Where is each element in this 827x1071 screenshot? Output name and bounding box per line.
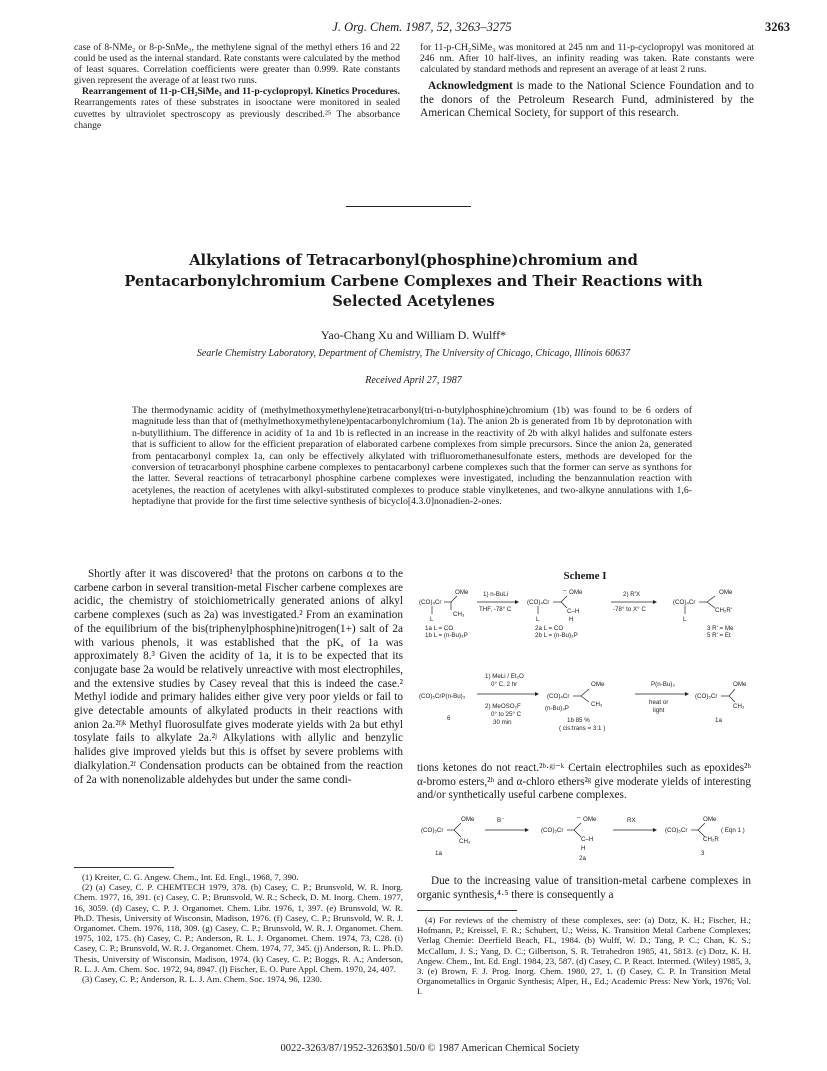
scheme-step1-cond: THF, -78° C: [479, 606, 512, 613]
eq1-b-num: 2a: [579, 855, 586, 862]
footnotes-left: [74, 872, 403, 984]
scheme-row2-product-ome: OMe: [591, 681, 605, 688]
scheme-step1-label: 1) n-BuLi: [483, 591, 509, 598]
copyright-footer: 0022-3263/87/1952-3263$01.50/0 © 1987 American Chemical Society: [280, 1043, 580, 1054]
equation-1: [417, 810, 753, 866]
scheme-reactant-ch3: CH₃: [453, 611, 465, 618]
scheme-anion-ome: OMe: [569, 589, 583, 596]
scheme-row2-final-ome: OMe: [733, 681, 747, 688]
scheme-row2-cond3: 2) MeOSO₂F: [485, 703, 521, 710]
top-right-column: [420, 42, 754, 121]
label-3: 3 R' = Me: [707, 625, 734, 632]
received-date: Received April 27, 1987: [365, 375, 462, 386]
scheme-step2-label: 2) R'X: [623, 591, 640, 598]
eq1-a-ome: OMe: [461, 816, 475, 823]
scheme-anion-h: H: [569, 616, 574, 623]
scheme-reactant-l: L: [430, 616, 434, 623]
scheme-product-r: CH₂R': [715, 607, 732, 614]
eq1-a: (CO)₅Cr: [421, 827, 444, 834]
footnote-rule-left: [74, 867, 174, 868]
eq1-b-ome: OMe: [583, 816, 597, 823]
scheme-anion-minus: –: [563, 587, 567, 594]
scheme-row2-step-c1: heat or: [649, 699, 669, 706]
footnote-1: (1) Kreiter, C. G. Angew. Chem., Int. Ed. Engl., 1968, 7, 390.: [82, 872, 299, 882]
eq1-b-minus: –: [577, 814, 581, 821]
label-1b: 1b L = (n-Bu)₃P: [425, 632, 468, 639]
eq1-a-num: 1a: [435, 850, 442, 857]
footnote-rule-right: [417, 910, 517, 911]
scheme-row2-ratio: ( cis:trans = 3:1 ): [559, 725, 606, 732]
eq1-c-r: CH₂R: [703, 836, 719, 843]
acknowledgment-text: is made to the National Science Foundation and to the donors of the Petroleum Research Fund, administered by the American Chemical Society, for support of this research.: [420, 80, 754, 120]
intro-paragraph: Shortly after it was discovered¹ that the protons on carbons α to the carbene carbon in several transition-metal Fischer carbene complexes are acidic, the chemistry of stoichiometrically generated anions of alkyl carbene complexes (such as 2a) was investigated.² From an examination of the equilibrium of the bis(triphenylphosphine)nitrogen(1+) salt of 2a with various phenols, it was established that the pKₐ of 1a was approximately 8.³ Given the acidity of 1a, it is to be expected that its conjugate base 2a would be relatively unreactive with most electrophiles, and the extensive studies by Casey reveal that this is indeed the case.² Methyl iodide and primary halides either give very poor yields or fail to give detectable amounts of alkylated products in their reactions with anion 2a.²ᶠʲᵏ Methyl fluorosulfate gives moderate yields with 2a but ethyl tosylate fails to alkylate 2a.²ʲ Alkylations with allylic and benzylic halides give improved yields but this is offset by severe problems with dialkylation.²ᶠ Condensation products can be obtained from the reaction of 2a with nonenolizable aldehydes but under the same condi-: [74, 568, 403, 786]
scheme-anion: (CO)₄Cr: [527, 599, 550, 606]
scheme-title: Scheme I: [563, 570, 607, 582]
label-2b: 2b L = (n-Bu)₃P: [535, 632, 578, 639]
eq1-c: (CO)₅Cr: [665, 827, 688, 834]
top-left-column: [74, 42, 400, 131]
eq1-b: (CO)₅Cr: [541, 827, 564, 834]
scheme-row2-product-p: (n-Bu)₃P: [545, 705, 569, 712]
scheme-row2-cond2: 0° C, 2 hr: [491, 681, 518, 688]
scheme-row2-product-ch3: CH₃: [591, 701, 603, 708]
abstract: The thermodynamic acidity of (methylmethoxymethylene)tetracarbonyl(tri-n-butylphosphine)chromium (1b) was found to be 6 orders of magnitude less than that of (methylmethoxymethylene)pentacarbonylchromium (1a). The anion 2b is generated from 1b by deprotonation with n-butyllithium. The difference in acidity of 1a and 1b is reflected in an increase in the reactivity of 2b with alkyl halides and sulfonate esters that is sufficient to allow for the efficient preparation of elaborated carbene complexes from simple precursors. Since the anion 2a, generated from pentacarbonyl complex 1a, can only be effectively alkylated with trifluoromethanesulfonate esters, methods are developed for the conversion of tetracarbonyl phosphine carbene complexes to pentacarbonyl carbene complexes such that the former can serve as synthons for the latter. Several reactions of tetracarbonyl phosphine carbene complexes were investigated, including the benzannulation reaction with acetylenes, the reaction of acetylenes with alkyl-substituted complexes to produce stable vinylketenes, and two-alkyne annulations with 1,6-heptadiyne that provide for the first time selective synthesis of bicyclo[4.3.0]nonadien-2-ones.: [132, 405, 692, 508]
scheme-product-l: L: [683, 616, 687, 623]
eq1-b-ch: C–H: [581, 836, 594, 843]
article-divider: [346, 206, 471, 207]
scheme-row2-final: (CO)₅Cr: [695, 693, 718, 700]
scheme-product-ome: OMe: [719, 589, 733, 596]
eq1-c-num: 3: [701, 850, 705, 857]
footnote-4: (4) For reviews of the chemistry of these complexes, see: (a) Dotz, K. H.; Fischer, H.; Hofmann, P.; Kreissel, F. R.; Schubert, U.; Weiss, K. Transition Metal Carbene Complexes; Verlag Chemie: Deerfield Beach, FL, 1984. (b) Wulff, W. D.; Tang, P. C.; Chan, K. S.; McCallum, J. S.; Yang, D. C.; Gilbertson, S. R. Tetrahedron 1985, 41, 5813. (c) Dotz, K. H. Angew. Chem., Int. Ed. Engl. 1984, 23, 587. (d) Casey, C. P. React. Intermed. (Wiley) 1985, 3, 3. (e) Brown, F. J. Prog. Inorg. Chem. 1980, 27, 1. (f) Casey, C. P. In Transition Metal Organometallics in Organic Synthesis; Alper, H., Ed.; Academic Press: New York, 1976; Vol. I.: [417, 915, 751, 997]
scheme-row2-cond4: 0° to 25° C: [491, 711, 522, 718]
eq1-number: ( Eqn 1 ): [721, 827, 745, 834]
authors: Yao-Chang Xu and William D. Wulff*: [320, 328, 507, 342]
eq1-c-ome: OMe: [703, 816, 717, 823]
scheme-anion-l: L: [536, 616, 540, 623]
scheme-reactant-ome: OMe: [455, 589, 469, 596]
eq1-arrow1-label: B⁻: [497, 817, 505, 824]
scheme-row2-reactant: (CO)₅CrP(n-Bu)₃: [419, 693, 466, 700]
scheme-diagram: [417, 584, 753, 674]
label-2a: 2a L = CO: [535, 625, 564, 632]
section-heading: Rearrangement of 11-p-CH₂SiMe₃ and 11-p-cyclopropyl. Kinetics Procedures.: [82, 86, 400, 98]
scheme-row2-final-ch3: CH₃: [733, 703, 745, 710]
page-number: 3263: [765, 20, 790, 34]
scheme-product: (CO)₄Cr: [673, 599, 696, 606]
acknowledgment-heading: Acknowledgment: [428, 80, 513, 93]
top-right-paragraph: for 11-p-CH₂SiMe₃ was monitored at 245 nm and 11-p-cyclopropyl was monitored at 246 nm. After 10 half-lives, an infinity reading was taken. Rate constants were calculated by standard methods and represent an average of at least 2 runs.: [420, 42, 754, 76]
scheme-row2-yield: 1b 85 %: [567, 717, 590, 724]
eq1-a-ch3: CH₃: [459, 838, 471, 845]
scheme-row2-cond5: 30 min: [493, 719, 512, 726]
scheme-row2-diagram: [417, 672, 753, 752]
body-right-paragraph-2: Due to the increasing value of transition-metal carbene complexes in organic synthesis,⁴·⁵ there is consequently a: [417, 875, 751, 901]
top-left-paragraph-2: Rearrangements rates of these substrates in isooctane were monitored in sealed cuvettes by ultraviolet spectroscopy as previously described.²⁵ The absorbance change: [74, 97, 400, 131]
scheme-row2-product: (CO)₄Cr: [547, 693, 570, 700]
footnotes-right: [417, 915, 751, 997]
footnote-2: (2) (a) Casey, C. P. CHEMTECH 1979, 378. (b) Casey, C. P.; Brunsvold, W. R. Inorg. Chem. 1977, 16, 391. (c) Casey, C. P.; Brunsvold, W. R.; Scheck, D. M. Inorg. Chem. 1977, 16, 3059. (d) Casey, C. P. J. Organomet. Chem. Libr. 1976, 1, 397. (e) Brunsvold, W. R. Ph.D. Thesis, University of Wisconsin, Madison, 1976. (f) Casey, C. P.; Brunsvold, W. R. J. Organomet. Chem. 1976, 118, 309. (g) Casey, C. P.; Brunsvold, W. R. J. Organomet. Chem. 1975, 102, 175. (h) Casey, C. P.; Anderson, R. L. J. Organomet. Chem. 1974, 73, C28. (i) Casey, C. P.; Brunsvold, W. R. J. Organomet. Chem. 1974, 77, 345. (j) Anderson, R. L. Ph.D. Thesis, University of Wisconsin, Madison, 1974. (k) Casey, C. P.; Boggs, R. A.; Anderson, R. L. J. Am. Chem. Soc. 1972, 94, 8947. (l) Fischer, E. O. Pure Appl. Chem. 1970, 24, 407.: [74, 882, 403, 974]
article-title: Alkylations of Tetracarbonyl(phosphine)chromium and Pentacarbonylchromium Carbene Complexes and Their Reactions with Selected Acetylenes: [124, 252, 703, 310]
eq1-arrow2-label: RX: [627, 817, 636, 824]
affiliation: Searle Chemistry Laboratory, Department of Chemistry, The University of Chicago, Chicago, Illinois 60637: [196, 348, 631, 359]
top-left-paragraph: case of 8-NMe₂ or 8-p-SnMe₃, the methylene signal of the methyl ethers 16 and 22 could be used as the internal standard. Rate constants were calculated by the method of least squares. Correlation coefficients were greater than 0.999. Rate constants given represent the average of at least two runs.: [74, 42, 400, 87]
scheme-anion-ch: C–H: [567, 608, 580, 615]
body-right-paragraph: tions ketones do not react.²ᵇ·ᵍʲ⁻ᵏ Certain electrophiles such as epoxides²ʰ α-bromo esters,²ʰ and α-chloro ethers²ᵍ give moderate yields of interesting and/or synthetically useful carbene complexes.: [417, 762, 751, 802]
scheme-step2-cond: -78° to X° C: [613, 606, 646, 613]
footnote-3: (3) Casey, C. P.; Anderson, R. L. J. Am. Chem. Soc. 1974, 96, 1230.: [82, 974, 322, 985]
running-header: J. Org. Chem. 1987, 52, 3263–3275: [332, 20, 512, 34]
body-left-column: [74, 568, 403, 787]
label-1a: 1a L = CO: [425, 625, 454, 632]
scheme-row2-final-num: 1a: [715, 717, 722, 724]
scheme-row2-step-c2: light: [653, 707, 665, 714]
scheme-row2-reactant-num: 6: [447, 715, 451, 722]
label-5: 5 R' = Et: [707, 632, 731, 639]
scheme-reactant: (CO)₄Cr: [419, 599, 442, 606]
eq1-b-h: H: [581, 845, 586, 852]
scheme-row2-step: P(n-Bu)₃: [651, 681, 675, 688]
scheme-row2-cond1: 1) MeLi / Et₂O: [485, 673, 524, 680]
